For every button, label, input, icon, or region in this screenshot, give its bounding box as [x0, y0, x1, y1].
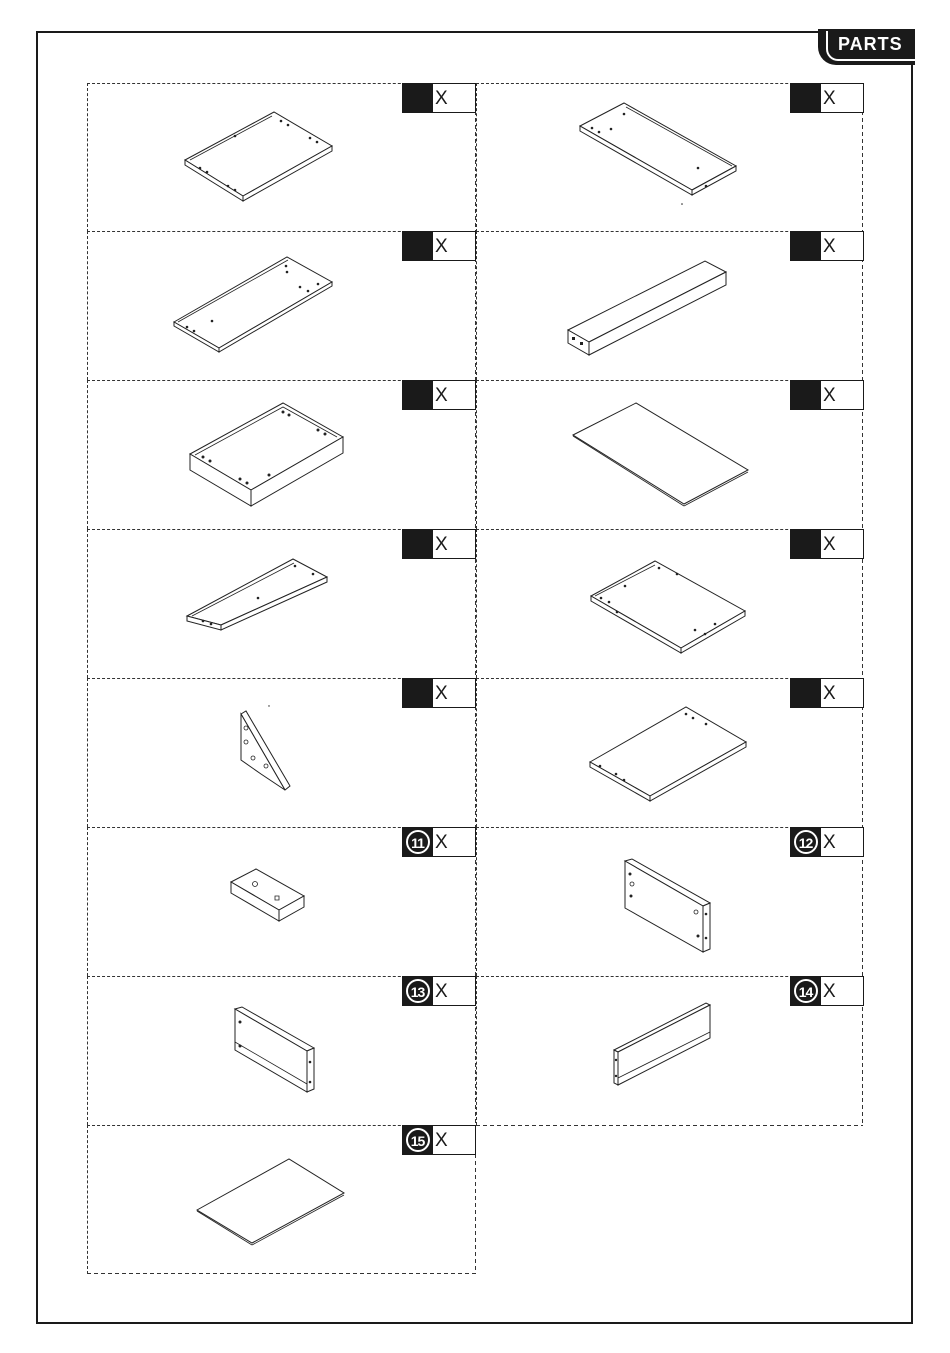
part-13-drawing: [232, 1004, 322, 1096]
part-number-label: [402, 1125, 433, 1155]
part-qty-label: X: [433, 1125, 476, 1155]
part-2-drawing: [576, 100, 746, 205]
part-qty-label: X: [433, 231, 476, 261]
part-number-label: [402, 529, 433, 559]
part-qty-label: X: [433, 827, 476, 857]
part-qty-badge: [402, 678, 476, 708]
part-number-circle: 15: [406, 1128, 430, 1152]
part-5-drawing: [185, 400, 351, 510]
part-qty-badge: [402, 231, 476, 261]
part-qty-label: X: [433, 529, 476, 559]
part-number-label: [790, 83, 821, 113]
part-qty-badge: [790, 380, 864, 410]
part-qty-label: X: [821, 83, 864, 113]
part-12-drawing: [622, 856, 717, 956]
part-15-drawing: [194, 1156, 349, 1250]
page-title: PARTS: [838, 34, 903, 54]
part-number-label: [402, 678, 433, 708]
part-11-drawing: [228, 866, 308, 926]
part-10-drawing: [586, 704, 752, 804]
part-qty-label: X: [821, 380, 864, 410]
part-number-circle: 11: [406, 830, 430, 854]
part-qty-label: X: [433, 678, 476, 708]
part-qty-label: X: [433, 380, 476, 410]
part-number-label: [402, 231, 433, 261]
part-qty-label: X: [821, 529, 864, 559]
part-qty-label: X: [821, 231, 864, 261]
part-number-circle: 13: [406, 979, 430, 1003]
part-number-label: [402, 380, 433, 410]
part-qty-badge: [790, 529, 864, 559]
part-number-label: [790, 380, 821, 410]
part-1-drawing: [180, 108, 340, 206]
part-qty-badge: [790, 678, 864, 708]
part-number-label: [790, 976, 821, 1006]
part-number-label: [790, 827, 821, 857]
part-qty-badge: [402, 83, 476, 113]
part-number-label: [790, 678, 821, 708]
part-qty-label: X: [821, 678, 864, 708]
part-qty-label: X: [433, 83, 476, 113]
part-number-label: [402, 827, 433, 857]
part-qty-badge: [790, 976, 864, 1006]
part-qty-badge: [402, 1125, 476, 1155]
part-6-drawing: [570, 400, 752, 510]
part-number-circle: 12: [794, 830, 818, 854]
part-qty-badge: [402, 976, 476, 1006]
part-7-drawing: [183, 556, 333, 634]
part-9-drawing: [238, 706, 298, 794]
part-qty-badge: [402, 380, 476, 410]
part-number-label: [790, 231, 821, 261]
part-4-drawing: [565, 258, 731, 358]
part-3-drawing: [170, 254, 336, 354]
part-qty-badge: [790, 231, 864, 261]
part-qty-label: X: [821, 827, 864, 857]
part-qty-badge: [790, 83, 864, 113]
part-number-label: [790, 529, 821, 559]
part-8-drawing: [587, 558, 753, 658]
part-qty-badge: [790, 827, 864, 857]
part-qty-label: X: [821, 976, 864, 1006]
part-qty-badge: [402, 827, 476, 857]
part-number-circle: 14: [794, 979, 818, 1003]
part-qty-badge: [402, 529, 476, 559]
part-qty-label: X: [433, 976, 476, 1006]
part-number-label: [402, 976, 433, 1006]
part-number-label: [402, 83, 433, 113]
part-14-drawing: [610, 998, 718, 1090]
